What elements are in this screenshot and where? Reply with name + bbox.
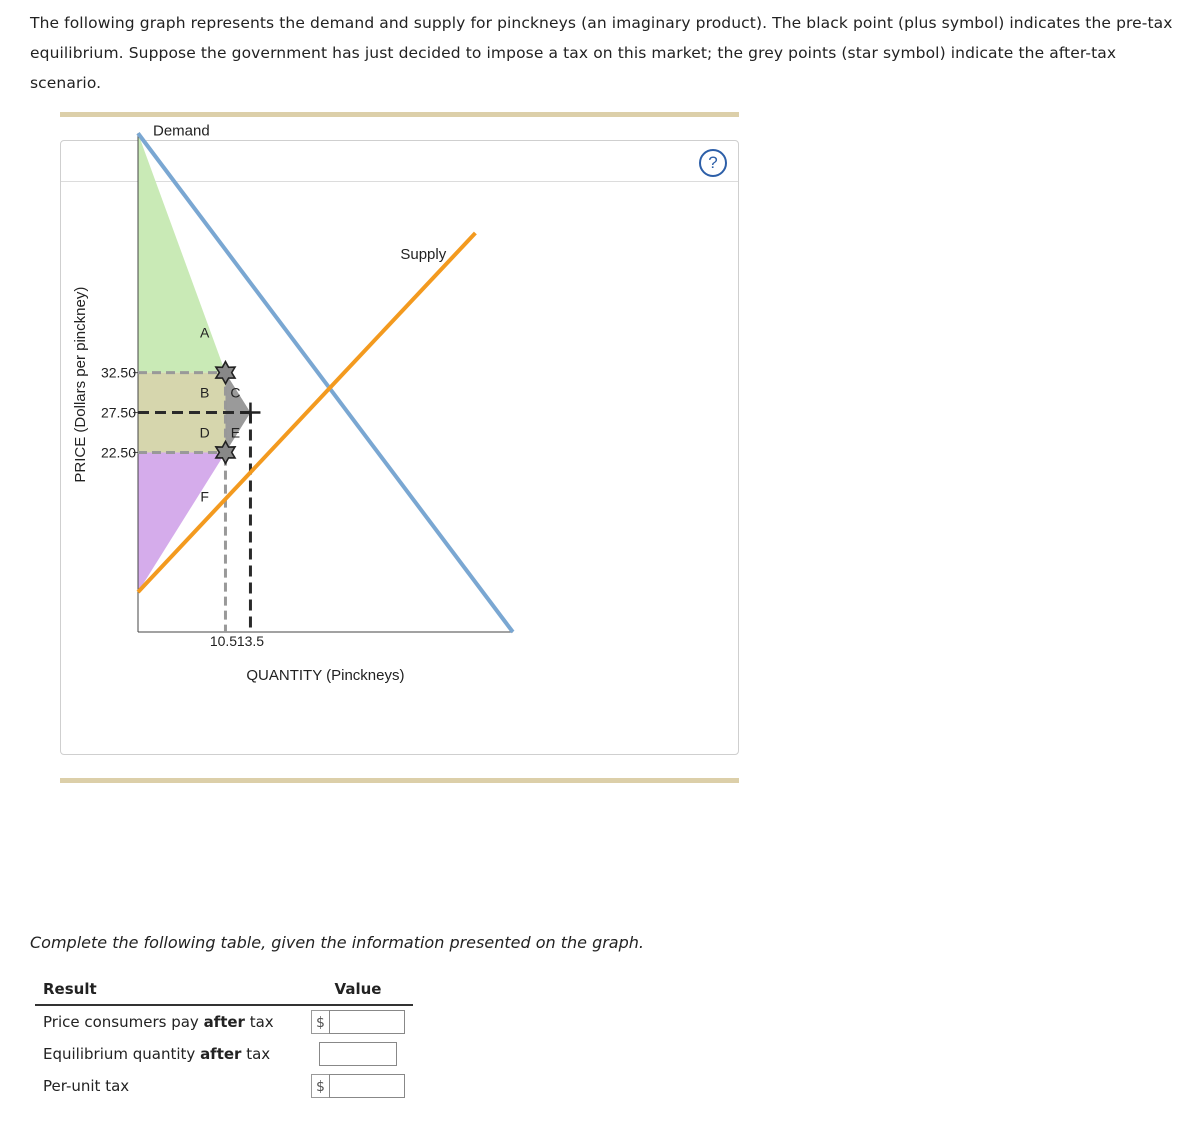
demand-label: Demand	[153, 122, 210, 140]
area-b	[138, 373, 225, 413]
table-row	[35, 1070, 413, 1102]
y-axis-title: PRICE (Dollars per pinckney)	[72, 286, 89, 483]
supply-demand-chart[interactable]	[61, 122, 738, 753]
dollar-sign: $	[311, 1010, 329, 1034]
price-after-tax-input[interactable]	[329, 1010, 405, 1034]
graph-panel	[60, 122, 739, 755]
area-a	[138, 133, 225, 372]
top-divider	[60, 112, 739, 117]
per-unit-tax-input[interactable]	[329, 1074, 405, 1098]
area-label-f: F	[200, 488, 209, 505]
area-label-a: A	[199, 324, 210, 341]
area-f	[138, 452, 225, 592]
area-label-c: C	[230, 384, 241, 401]
quantity-after-tax-input[interactable]	[319, 1042, 397, 1066]
table-row	[35, 1038, 413, 1070]
help-icon[interactable]: ?	[699, 149, 727, 177]
table-instructions: Complete the following table, given the information presented on the graph.	[30, 933, 644, 952]
y-tick-label: 22.50	[100, 444, 136, 461]
dollar-sign: $	[311, 1074, 329, 1098]
bottom-divider	[60, 778, 739, 783]
value-header: Value	[334, 980, 382, 998]
supply-label: Supply	[400, 246, 447, 263]
x-tick-label: 13.5	[236, 633, 265, 649]
result-header: Result	[43, 980, 97, 998]
result-table	[35, 976, 413, 1102]
x-tick-label: 10.5	[209, 633, 238, 649]
area-label-b: B	[199, 384, 210, 401]
area-d	[138, 413, 225, 453]
y-tick-label: 32.50	[100, 364, 136, 381]
y-tick-label: 27.50	[100, 404, 136, 421]
intro-text: The following graph represents the demand and supply for pinckneys (an imaginary product). The black point (plus symbol) indicates the pre-tax equilibrium. Suppose the government has just decided to impose a tax on this market; the grey points (star symbol) indicate the after-tax scenario.	[30, 14, 1173, 92]
row-label: Price consumers pay after tax	[43, 1013, 274, 1031]
table-row	[35, 1005, 413, 1038]
x-axis-title: QUANTITY (Pinckneys)	[246, 667, 405, 684]
area-label-e: E	[230, 424, 241, 441]
row-label: Per-unit tax	[43, 1077, 130, 1095]
row-label: Equilibrium quantity after tax	[43, 1045, 271, 1063]
area-label-d: D	[199, 424, 210, 441]
